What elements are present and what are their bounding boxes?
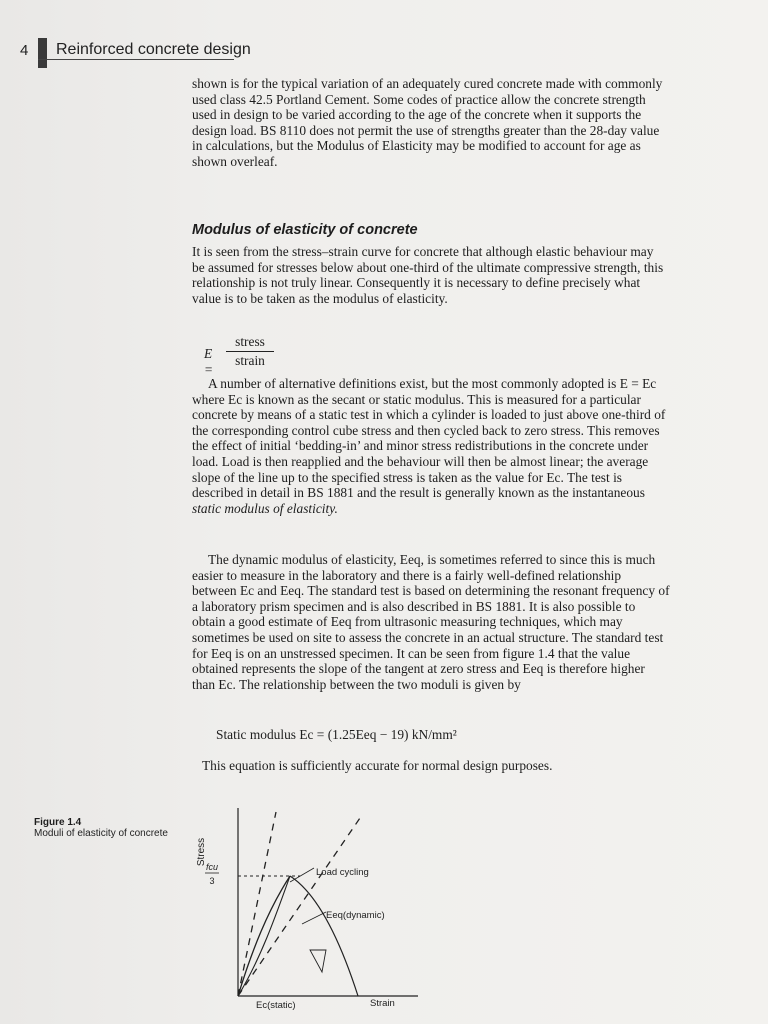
tick-label-denominator: 3	[209, 876, 215, 886]
intro-line: in calculations, but the Modulus of Elasticity may be modified to account for age as	[192, 138, 641, 154]
para3-line: for Eeq is on an unstressed specimen. It can be seen from figure 1.4 that the value	[192, 645, 631, 661]
y-axis-label: Stress	[196, 837, 207, 867]
reload-curve	[238, 876, 290, 996]
section-heading: Modulus of elasticity of concrete	[192, 222, 418, 238]
para3-line: obtain a good estimate of Eeq from ultrasonic measuring techniques, which may	[192, 614, 623, 630]
intro-line: shown overleaf.	[192, 153, 278, 169]
loading-curve	[238, 876, 290, 996]
paragraph-3	[192, 552, 722, 692]
para2-line: load. Load is then reapplied and the behaviour will then be almost linear; the average	[192, 453, 649, 469]
para3-line: The dynamic modulus of elasticity, Eeq, is sometimes referred to since this is much	[208, 552, 656, 567]
load-cycling-label: Load cycling	[316, 867, 369, 878]
load-cycling-leader	[290, 868, 314, 882]
running-title: Reinforced concrete design	[56, 41, 251, 58]
intro-line: design load. BS 8110 does not permit the use of strengths greater than the 28-day value	[192, 122, 660, 138]
header-rule	[38, 59, 234, 60]
para2-line: slope of the line up to the specified stress is taken as the value for Ec. The test is	[192, 469, 622, 485]
paragraph-2	[192, 376, 722, 516]
figure-caption-text: Moduli of elasticity of concrete	[34, 828, 168, 839]
para3-line: between Ec and Eeq. The standard test is based on determining the resonant frequency of	[192, 583, 670, 599]
unloading-curve	[290, 876, 358, 996]
formula-numerator: stress	[226, 334, 274, 352]
x-axis-label: Strain	[370, 998, 395, 1009]
figure-caption	[34, 817, 168, 839]
paragraph-1	[192, 244, 722, 306]
header-bar	[38, 38, 47, 68]
para3-line: sometimes be used on site to assess the concrete in an actual structure. The standard test	[192, 629, 664, 645]
static-modulus-equation: Static modulus Ec = (1.25Eeq − 19) kN/mm²	[216, 727, 457, 742]
formula-lhs: E =	[204, 346, 214, 377]
para3-line: easier to measure in the laboratory and there is a fairly well-defined relationship	[192, 567, 622, 583]
para3-line: than Ec. The relationship between the two moduli is given by	[192, 676, 521, 692]
para3-line: obtained represents the slope of the tangent at zero stress and Eeq is therefore higher	[192, 661, 645, 677]
para2-line: the effect of initial ‘bedding-in’ and minor stress redistributions in the concrete under	[192, 438, 649, 454]
page-header	[0, 38, 768, 66]
para3-line: a laboratory prism specimen and is also described in BS 1881. It is also possible to	[192, 598, 636, 614]
para1-line: It is seen from the stress–strain curve for concrete that although elastic behaviour may	[192, 244, 654, 259]
closing-sentence: This equation is sufficiently accurate for normal design purposes.	[202, 758, 553, 773]
formula-denominator: strain	[235, 353, 265, 368]
intro-paragraph	[192, 76, 722, 170]
dynamic-label: Eeq(dynamic)	[326, 910, 385, 921]
para2-line: the corresponding control cube stress and then cycled back to zero stress. This removes	[192, 422, 660, 438]
intro-line: used class 42.5 Portland Cement. Some codes of practice allow the concrete strength	[192, 91, 646, 107]
dynamic-tangent-line	[238, 812, 276, 996]
para1-line: be assumed for stresses below about one-third of the ultimate compressive strength, this	[192, 259, 664, 275]
para1-line: value is to be taken as the modulus of elasticity.	[192, 290, 448, 306]
static-secant-line	[238, 818, 360, 996]
para2-line: A number of alternative definitions exist, but the most commonly adopted is E = Ec	[208, 376, 657, 391]
para2-line: concrete by means of a static test in which a cylinder is loaded to just above one-third of	[192, 407, 666, 423]
moduli-diagram	[190, 800, 430, 1020]
para2-line: described in detail in BS 1881 and the result is generally known as the instantaneous	[192, 485, 645, 501]
figure-label: Figure 1.4	[34, 817, 82, 828]
dynamic-leader	[302, 912, 326, 924]
slope-triangle	[310, 950, 326, 972]
intro-line: used in design to be varied according to the age of the concrete when it supports the	[192, 107, 642, 123]
para1-line: relationship is not truly linear. Consequently it is necessary to define precisely what	[192, 275, 641, 291]
static-label: Ec(static)	[256, 1000, 296, 1011]
page-number: 4	[20, 42, 29, 59]
intro-line: shown is for the typical variation of an adequately cured concrete made with commonly	[192, 76, 663, 91]
formula-fraction	[226, 334, 274, 369]
para2-line: where Ec is known as the secant or static modulus. This is measured for a particular	[192, 391, 641, 407]
tick-label-numerator: fcu	[205, 862, 219, 872]
para2-line: static modulus of elasticity.	[192, 500, 338, 516]
